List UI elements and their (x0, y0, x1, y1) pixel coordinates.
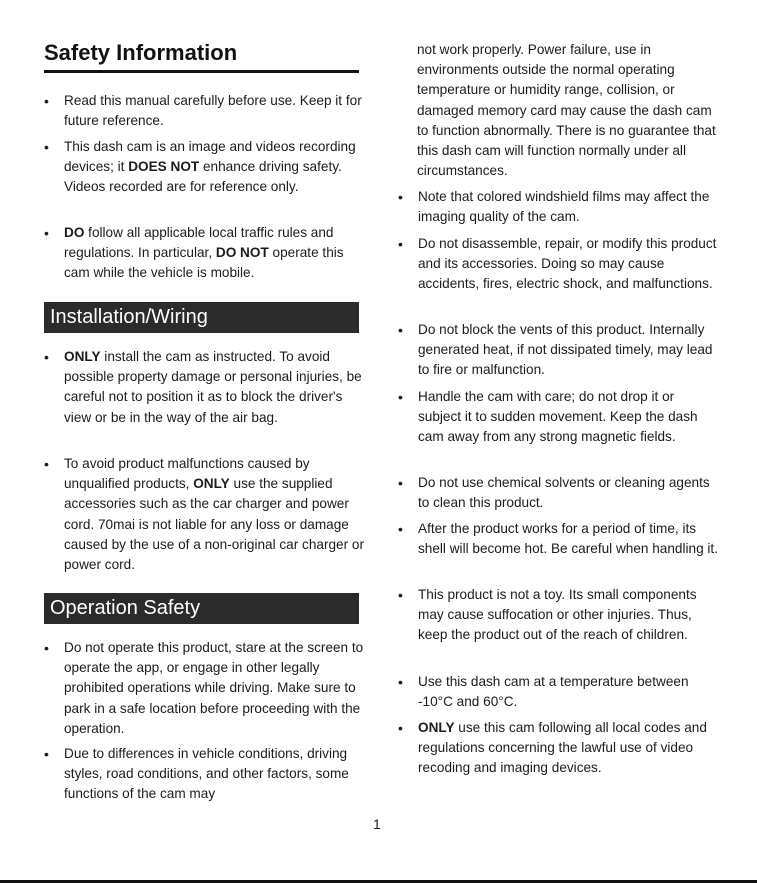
bullet-icon: • (398, 587, 403, 603)
body-text: enhance driving safety. Videos recorded are for reference only. (64, 159, 342, 195)
bullet-text (398, 672, 718, 712)
bullet-icon: • (44, 225, 49, 241)
emphasis-text: ONLY (418, 720, 455, 735)
body-text: Due to differences in vehicle conditions, driving styles, road conditions, and other factors, some functions of the cam may (64, 746, 349, 802)
bullet-text (398, 519, 718, 559)
bullet-icon: • (44, 349, 49, 365)
body-text: Handle the cam with care; do not drop it or subject it to sudden movement. Keep the dash cam away from any strong magnetic fields. (418, 389, 698, 445)
emphasis-text: DOES NOT (128, 159, 200, 175)
bullet-icon: • (44, 746, 49, 762)
body-text: Note that colored windshield films may affect the imaging quality of the cam. (418, 189, 710, 225)
bullet-item (398, 387, 718, 448)
body-text: use this cam following all local codes and regulations concerning the lawful use of video recoding and imaging devices. (418, 720, 707, 776)
emphasis-text: ONLY (193, 476, 230, 492)
bullet-icon: • (44, 456, 49, 472)
bullet-icon: • (44, 139, 49, 155)
bullet-text (44, 137, 364, 198)
body-text: use the supplied accessories such as the car charger and power cord. 70mai is not liable for any loss or damage caused by the use of a non-original car charger or power cord. (64, 476, 364, 573)
page-number: 1 (373, 816, 381, 832)
emphasis-text: DO NOT (215, 245, 269, 261)
bullet-item (44, 91, 364, 131)
safety-information-title: Safety Information (44, 40, 359, 73)
right-continuation-text: not work properly. Power failure, use in environments outside the normal operating temperature or humidity range, collision, or damaged memory card may cause the dash cam to function abnormally. There is no guarantee that this dash cam will function normally under all circumstances. (417, 42, 716, 179)
body-text: This dash cam is an image and videos recording devices; it (64, 139, 356, 175)
installation-wiring-band: Installation/Wiring (44, 302, 359, 333)
bullet-text (398, 320, 718, 381)
bullet-text (44, 223, 364, 284)
bullet-icon: • (398, 521, 403, 537)
bullet-icon: • (398, 674, 403, 690)
body-text: Do not use chemical solvents or cleaning agents to clean this product. (418, 475, 710, 511)
bullet-item (44, 454, 364, 575)
bullet-icon: • (398, 720, 403, 736)
bullet-icon: • (44, 640, 49, 656)
body-text: After the product works for a period of time, its shell will become hot. Be careful when handling it. (418, 521, 718, 557)
bullet-item (44, 347, 364, 428)
bullet-item (398, 320, 718, 381)
bullet-text (398, 718, 718, 779)
bullet-icon: • (398, 189, 403, 205)
bullet-text (398, 234, 718, 295)
bullet-item (398, 519, 718, 559)
bullet-item (398, 473, 718, 513)
bullet-icon: • (398, 475, 403, 491)
body-text: follow all applicable local traffic rules and regulations. In particular, (64, 225, 334, 261)
bullet-icon: • (398, 236, 403, 252)
body-text: Do not disassemble, repair, or modify this product and its accessories. Doing so may cause accidents, fires, electric shock, and malfunctions. (418, 236, 717, 292)
emphasis-text: ONLY (64, 349, 101, 364)
bullet-item (44, 744, 364, 805)
body-text: To avoid product malfunctions caused by unqualified products, (64, 456, 310, 492)
bullet-icon: • (44, 93, 49, 109)
bullet-text (44, 638, 364, 739)
body-text: Do not operate this product, stare at the screen to operate the app, or engage in other legally prohibited operations while driving. Make sure to park in a safe location before proceeding with the operation. (64, 640, 364, 736)
bullet-item (398, 187, 718, 227)
bullet-icon: • (398, 389, 403, 405)
body-text: Read this manual carefully before use. Keep it for future reference. (64, 93, 362, 129)
body-text: operate this cam while the vehicle is mobile. (64, 245, 344, 281)
bullet-item (44, 223, 364, 284)
bullet-item (398, 672, 718, 712)
bullet-text (44, 744, 364, 805)
bullet-text (398, 187, 718, 227)
bullet-text (398, 387, 718, 448)
bullet-text (398, 473, 718, 513)
body-text: This product is not a toy. Its small components may cause suffocation or other injuries. Thus, keep the product out of the reach of children. (418, 587, 697, 643)
body-text: install the cam as instructed. To avoid possible property damage or personal injuries, be careful not to position it as to block the driver's view or be in the way of the air bag. (64, 349, 362, 425)
emphasis-text: DO (64, 225, 85, 240)
bullet-icon: • (398, 322, 403, 338)
body-text: Use this dash cam at a temperature between -10°C and 60°C. (418, 674, 689, 710)
operation-safety-band: Operation Safety (44, 593, 359, 624)
bullet-item (398, 585, 718, 646)
bullet-text (44, 91, 364, 131)
body-text: Do not block the vents of this product. Internally generated heat, if not dissipated timely, may lead to fire or malfunction. (418, 322, 713, 378)
bullet-text (44, 454, 364, 575)
bullet-item (44, 638, 364, 739)
bullet-item (398, 234, 718, 295)
bullet-text (44, 347, 364, 428)
bullet-text (398, 585, 718, 646)
bullet-item (398, 718, 718, 779)
bullet-item (44, 137, 364, 198)
